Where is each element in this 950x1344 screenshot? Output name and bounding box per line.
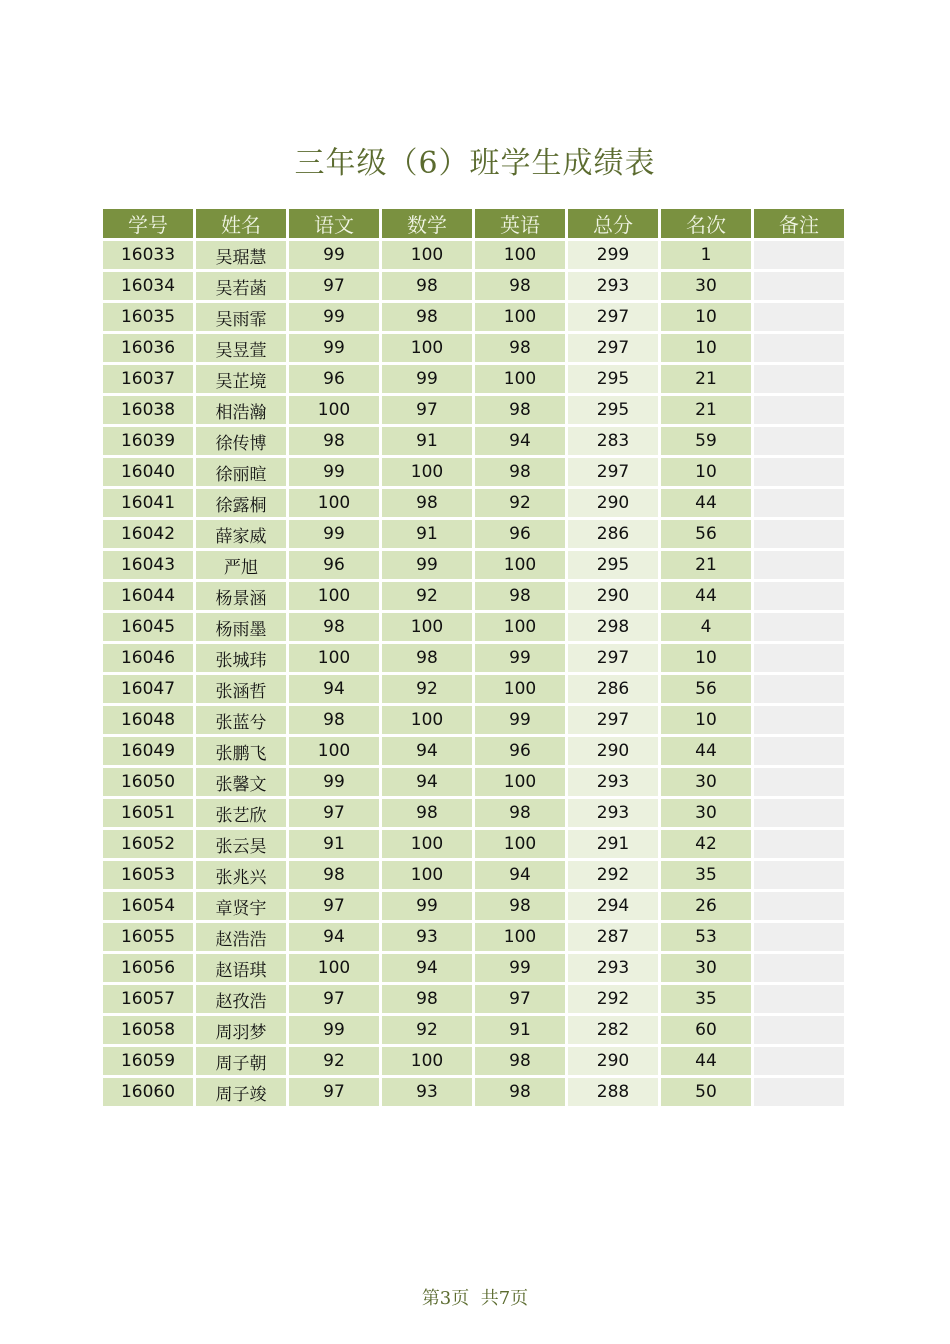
english-score-cell: 99 bbox=[475, 706, 565, 734]
student-name-cell: 吴昱萱 bbox=[196, 334, 286, 362]
remarks-cell bbox=[754, 985, 844, 1013]
english-score-cell: 94 bbox=[475, 861, 565, 889]
rank-cell: 30 bbox=[661, 272, 751, 300]
table-row bbox=[103, 985, 844, 1013]
student-id-cell: 16051 bbox=[103, 799, 193, 827]
total-score-cell: 293 bbox=[568, 954, 658, 982]
remarks-cell bbox=[754, 644, 844, 672]
rank-cell: 10 bbox=[661, 458, 751, 486]
table-row bbox=[103, 396, 844, 424]
student-name-cell: 张蓝兮 bbox=[196, 706, 286, 734]
total-score-cell: 287 bbox=[568, 923, 658, 951]
total-score-cell: 295 bbox=[568, 551, 658, 579]
student-name-cell: 徐露桐 bbox=[196, 489, 286, 517]
total-score-cell: 291 bbox=[568, 830, 658, 858]
chinese-score-cell: 97 bbox=[289, 799, 379, 827]
header-total: 总分 bbox=[568, 209, 658, 238]
student-id-cell: 16053 bbox=[103, 861, 193, 889]
student-name-cell: 周子朝 bbox=[196, 1047, 286, 1075]
table-row bbox=[103, 737, 844, 765]
math-score-cell: 100 bbox=[382, 861, 472, 889]
student-id-cell: 16034 bbox=[103, 272, 193, 300]
remarks-cell bbox=[754, 706, 844, 734]
chinese-score-cell: 100 bbox=[289, 954, 379, 982]
remarks-cell bbox=[754, 520, 844, 548]
total-score-cell: 286 bbox=[568, 675, 658, 703]
chinese-score-cell: 100 bbox=[289, 489, 379, 517]
student-name-cell: 张馨文 bbox=[196, 768, 286, 796]
math-score-cell: 100 bbox=[382, 458, 472, 486]
student-id-cell: 16058 bbox=[103, 1016, 193, 1044]
chinese-score-cell: 98 bbox=[289, 613, 379, 641]
table-row bbox=[103, 892, 844, 920]
rank-cell: 21 bbox=[661, 551, 751, 579]
remarks-cell bbox=[754, 923, 844, 951]
math-score-cell: 97 bbox=[382, 396, 472, 424]
english-score-cell: 98 bbox=[475, 799, 565, 827]
page-footer: 第3页 共7页 bbox=[421, 1288, 529, 1309]
rank-cell: 53 bbox=[661, 923, 751, 951]
chinese-score-cell: 100 bbox=[289, 582, 379, 610]
total-score-cell: 292 bbox=[568, 985, 658, 1013]
table-row bbox=[103, 427, 844, 455]
table-row bbox=[103, 489, 844, 517]
english-score-cell: 97 bbox=[475, 985, 565, 1013]
table-header-row bbox=[103, 209, 844, 238]
student-id-cell: 16055 bbox=[103, 923, 193, 951]
total-score-cell: 294 bbox=[568, 892, 658, 920]
remarks-cell bbox=[754, 365, 844, 393]
english-score-cell: 91 bbox=[475, 1016, 565, 1044]
remarks-cell bbox=[754, 272, 844, 300]
chinese-score-cell: 100 bbox=[289, 396, 379, 424]
total-score-cell: 282 bbox=[568, 1016, 658, 1044]
student-id-cell: 16046 bbox=[103, 644, 193, 672]
rank-cell: 60 bbox=[661, 1016, 751, 1044]
math-score-cell: 94 bbox=[382, 954, 472, 982]
remarks-cell bbox=[754, 737, 844, 765]
remarks-cell bbox=[754, 1016, 844, 1044]
english-score-cell: 100 bbox=[475, 923, 565, 951]
chinese-score-cell: 99 bbox=[289, 241, 379, 269]
rank-cell: 44 bbox=[661, 582, 751, 610]
table-row bbox=[103, 458, 844, 486]
rank-cell: 56 bbox=[661, 520, 751, 548]
math-score-cell: 92 bbox=[382, 582, 472, 610]
chinese-score-cell: 98 bbox=[289, 427, 379, 455]
student-name-cell: 徐丽暄 bbox=[196, 458, 286, 486]
chinese-score-cell: 92 bbox=[289, 1047, 379, 1075]
chinese-score-cell: 96 bbox=[289, 551, 379, 579]
table-row bbox=[103, 768, 844, 796]
chinese-score-cell: 100 bbox=[289, 737, 379, 765]
student-id-cell: 16052 bbox=[103, 830, 193, 858]
english-score-cell: 100 bbox=[475, 675, 565, 703]
math-score-cell: 92 bbox=[382, 1016, 472, 1044]
chinese-score-cell: 98 bbox=[289, 706, 379, 734]
remarks-cell bbox=[754, 613, 844, 641]
remarks-cell bbox=[754, 861, 844, 889]
remarks-cell bbox=[754, 303, 844, 331]
rank-cell: 26 bbox=[661, 892, 751, 920]
remarks-cell bbox=[754, 551, 844, 579]
table-row bbox=[103, 241, 844, 269]
table-row bbox=[103, 675, 844, 703]
student-name-cell: 赵语琪 bbox=[196, 954, 286, 982]
chinese-score-cell: 96 bbox=[289, 365, 379, 393]
table-row bbox=[103, 551, 844, 579]
rank-cell: 44 bbox=[661, 489, 751, 517]
remarks-cell bbox=[754, 675, 844, 703]
header-english: 英语 bbox=[475, 209, 565, 238]
math-score-cell: 98 bbox=[382, 644, 472, 672]
total-score-cell: 295 bbox=[568, 396, 658, 424]
student-name-cell: 周子竣 bbox=[196, 1078, 286, 1106]
table-row bbox=[103, 272, 844, 300]
student-id-cell: 16041 bbox=[103, 489, 193, 517]
header-student-id: 学号 bbox=[103, 209, 193, 238]
english-score-cell: 98 bbox=[475, 1078, 565, 1106]
student-id-cell: 16039 bbox=[103, 427, 193, 455]
student-name-cell: 徐传博 bbox=[196, 427, 286, 455]
student-name-cell: 吴琚慧 bbox=[196, 241, 286, 269]
english-score-cell: 98 bbox=[475, 582, 565, 610]
chinese-score-cell: 97 bbox=[289, 892, 379, 920]
chinese-score-cell: 99 bbox=[289, 768, 379, 796]
math-score-cell: 91 bbox=[382, 520, 472, 548]
math-score-cell: 93 bbox=[382, 1078, 472, 1106]
english-score-cell: 98 bbox=[475, 1047, 565, 1075]
header-rank: 名次 bbox=[661, 209, 751, 238]
total-score-cell: 293 bbox=[568, 768, 658, 796]
student-name-cell: 张城玮 bbox=[196, 644, 286, 672]
total-score-cell: 283 bbox=[568, 427, 658, 455]
english-score-cell: 100 bbox=[475, 768, 565, 796]
student-name-cell: 张涵哲 bbox=[196, 675, 286, 703]
total-score-cell: 290 bbox=[568, 1047, 658, 1075]
student-name-cell: 严旭 bbox=[196, 551, 286, 579]
chinese-score-cell: 98 bbox=[289, 861, 379, 889]
table-row bbox=[103, 303, 844, 331]
table-row bbox=[103, 613, 844, 641]
total-score-cell: 297 bbox=[568, 706, 658, 734]
table-row bbox=[103, 1047, 844, 1075]
chinese-score-cell: 97 bbox=[289, 1078, 379, 1106]
english-score-cell: 94 bbox=[475, 427, 565, 455]
total-score-cell: 293 bbox=[568, 272, 658, 300]
total-score-cell: 297 bbox=[568, 334, 658, 362]
table-body bbox=[103, 241, 844, 1106]
student-id-cell: 16044 bbox=[103, 582, 193, 610]
student-id-cell: 16056 bbox=[103, 954, 193, 982]
score-table bbox=[100, 206, 847, 1109]
table-row bbox=[103, 830, 844, 858]
student-name-cell: 张鹏飞 bbox=[196, 737, 286, 765]
remarks-cell bbox=[754, 458, 844, 486]
table-row bbox=[103, 706, 844, 734]
header-remarks: 备注 bbox=[754, 209, 844, 238]
english-score-cell: 92 bbox=[475, 489, 565, 517]
english-score-cell: 100 bbox=[475, 551, 565, 579]
header-name: 姓名 bbox=[196, 209, 286, 238]
total-score-cell: 295 bbox=[568, 365, 658, 393]
student-name-cell: 杨雨墨 bbox=[196, 613, 286, 641]
rank-cell: 56 bbox=[661, 675, 751, 703]
english-score-cell: 96 bbox=[475, 520, 565, 548]
total-score-cell: 298 bbox=[568, 613, 658, 641]
student-name-cell: 张云昊 bbox=[196, 830, 286, 858]
table-row bbox=[103, 1078, 844, 1106]
english-score-cell: 96 bbox=[475, 737, 565, 765]
student-name-cell: 周羽梦 bbox=[196, 1016, 286, 1044]
student-id-cell: 16060 bbox=[103, 1078, 193, 1106]
student-id-cell: 16036 bbox=[103, 334, 193, 362]
chinese-score-cell: 91 bbox=[289, 830, 379, 858]
rank-cell: 4 bbox=[661, 613, 751, 641]
student-id-cell: 16042 bbox=[103, 520, 193, 548]
chinese-score-cell: 99 bbox=[289, 1016, 379, 1044]
remarks-cell bbox=[754, 582, 844, 610]
english-score-cell: 100 bbox=[475, 830, 565, 858]
remarks-cell bbox=[754, 830, 844, 858]
chinese-score-cell: 100 bbox=[289, 644, 379, 672]
math-score-cell: 98 bbox=[382, 303, 472, 331]
remarks-cell bbox=[754, 1047, 844, 1075]
rank-cell: 10 bbox=[661, 706, 751, 734]
student-id-cell: 16057 bbox=[103, 985, 193, 1013]
chinese-score-cell: 97 bbox=[289, 985, 379, 1013]
table-row bbox=[103, 520, 844, 548]
student-name-cell: 张兆兴 bbox=[196, 861, 286, 889]
remarks-cell bbox=[754, 334, 844, 362]
rank-cell: 30 bbox=[661, 954, 751, 982]
student-id-cell: 16033 bbox=[103, 241, 193, 269]
rank-cell: 30 bbox=[661, 768, 751, 796]
remarks-cell bbox=[754, 396, 844, 424]
math-score-cell: 100 bbox=[382, 241, 472, 269]
math-score-cell: 92 bbox=[382, 675, 472, 703]
student-id-cell: 16047 bbox=[103, 675, 193, 703]
table-row bbox=[103, 861, 844, 889]
math-score-cell: 100 bbox=[382, 1047, 472, 1075]
student-name-cell: 吴若菡 bbox=[196, 272, 286, 300]
student-name-cell: 薛家威 bbox=[196, 520, 286, 548]
remarks-cell bbox=[754, 954, 844, 982]
chinese-score-cell: 94 bbox=[289, 675, 379, 703]
english-score-cell: 100 bbox=[475, 303, 565, 331]
rank-cell: 30 bbox=[661, 799, 751, 827]
rank-cell: 10 bbox=[661, 334, 751, 362]
rank-cell: 44 bbox=[661, 1047, 751, 1075]
rank-cell: 35 bbox=[661, 985, 751, 1013]
student-id-cell: 16045 bbox=[103, 613, 193, 641]
english-score-cell: 98 bbox=[475, 334, 565, 362]
rank-cell: 10 bbox=[661, 303, 751, 331]
english-score-cell: 99 bbox=[475, 644, 565, 672]
remarks-cell bbox=[754, 241, 844, 269]
math-score-cell: 93 bbox=[382, 923, 472, 951]
math-score-cell: 99 bbox=[382, 892, 472, 920]
table-row bbox=[103, 954, 844, 982]
header-chinese: 语文 bbox=[289, 209, 379, 238]
english-score-cell: 100 bbox=[475, 241, 565, 269]
table-row bbox=[103, 365, 844, 393]
student-id-cell: 16040 bbox=[103, 458, 193, 486]
table-row bbox=[103, 582, 844, 610]
english-score-cell: 98 bbox=[475, 458, 565, 486]
rank-cell: 42 bbox=[661, 830, 751, 858]
student-id-cell: 16050 bbox=[103, 768, 193, 796]
math-score-cell: 94 bbox=[382, 768, 472, 796]
total-score-cell: 290 bbox=[568, 737, 658, 765]
chinese-score-cell: 99 bbox=[289, 303, 379, 331]
english-score-cell: 99 bbox=[475, 954, 565, 982]
english-score-cell: 98 bbox=[475, 892, 565, 920]
student-name-cell: 杨景涵 bbox=[196, 582, 286, 610]
chinese-score-cell: 99 bbox=[289, 334, 379, 362]
math-score-cell: 100 bbox=[382, 830, 472, 858]
remarks-cell bbox=[754, 892, 844, 920]
student-id-cell: 16035 bbox=[103, 303, 193, 331]
chinese-score-cell: 97 bbox=[289, 272, 379, 300]
math-score-cell: 100 bbox=[382, 613, 472, 641]
student-name-cell: 赵浩浩 bbox=[196, 923, 286, 951]
total-score-cell: 286 bbox=[568, 520, 658, 548]
student-id-cell: 16043 bbox=[103, 551, 193, 579]
remarks-cell bbox=[754, 427, 844, 455]
table-row bbox=[103, 923, 844, 951]
remarks-cell bbox=[754, 768, 844, 796]
total-score-cell: 292 bbox=[568, 861, 658, 889]
table-row bbox=[103, 644, 844, 672]
student-name-cell: 吴雨霏 bbox=[196, 303, 286, 331]
page-title: 三年级（6）班学生成绩表 bbox=[294, 146, 656, 181]
header-math: 数学 bbox=[382, 209, 472, 238]
student-id-cell: 16037 bbox=[103, 365, 193, 393]
table-row bbox=[103, 799, 844, 827]
total-score-cell: 290 bbox=[568, 489, 658, 517]
table-row bbox=[103, 1016, 844, 1044]
total-score-cell: 293 bbox=[568, 799, 658, 827]
rank-cell: 44 bbox=[661, 737, 751, 765]
english-score-cell: 100 bbox=[475, 365, 565, 393]
math-score-cell: 98 bbox=[382, 489, 472, 517]
english-score-cell: 100 bbox=[475, 613, 565, 641]
student-id-cell: 16054 bbox=[103, 892, 193, 920]
total-score-cell: 297 bbox=[568, 458, 658, 486]
student-id-cell: 16038 bbox=[103, 396, 193, 424]
rank-cell: 35 bbox=[661, 861, 751, 889]
math-score-cell: 99 bbox=[382, 365, 472, 393]
total-score-cell: 290 bbox=[568, 582, 658, 610]
math-score-cell: 98 bbox=[382, 272, 472, 300]
student-id-cell: 16049 bbox=[103, 737, 193, 765]
total-score-cell: 297 bbox=[568, 644, 658, 672]
english-score-cell: 98 bbox=[475, 396, 565, 424]
chinese-score-cell: 99 bbox=[289, 520, 379, 548]
student-name-cell: 相浩瀚 bbox=[196, 396, 286, 424]
math-score-cell: 99 bbox=[382, 551, 472, 579]
math-score-cell: 94 bbox=[382, 737, 472, 765]
rank-cell: 21 bbox=[661, 365, 751, 393]
total-score-cell: 299 bbox=[568, 241, 658, 269]
rank-cell: 21 bbox=[661, 396, 751, 424]
math-score-cell: 98 bbox=[382, 799, 472, 827]
student-id-cell: 16048 bbox=[103, 706, 193, 734]
table-row bbox=[103, 334, 844, 362]
total-score-cell: 297 bbox=[568, 303, 658, 331]
rank-cell: 1 bbox=[661, 241, 751, 269]
remarks-cell bbox=[754, 1078, 844, 1106]
chinese-score-cell: 99 bbox=[289, 458, 379, 486]
student-name-cell: 吴芷境 bbox=[196, 365, 286, 393]
rank-cell: 59 bbox=[661, 427, 751, 455]
math-score-cell: 100 bbox=[382, 706, 472, 734]
rank-cell: 50 bbox=[661, 1078, 751, 1106]
english-score-cell: 98 bbox=[475, 272, 565, 300]
rank-cell: 10 bbox=[661, 644, 751, 672]
student-id-cell: 16059 bbox=[103, 1047, 193, 1075]
remarks-cell bbox=[754, 489, 844, 517]
student-name-cell: 张艺欣 bbox=[196, 799, 286, 827]
math-score-cell: 91 bbox=[382, 427, 472, 455]
chinese-score-cell: 94 bbox=[289, 923, 379, 951]
student-name-cell: 赵孜浩 bbox=[196, 985, 286, 1013]
math-score-cell: 98 bbox=[382, 985, 472, 1013]
total-score-cell: 288 bbox=[568, 1078, 658, 1106]
math-score-cell: 100 bbox=[382, 334, 472, 362]
remarks-cell bbox=[754, 799, 844, 827]
student-name-cell: 章贤宇 bbox=[196, 892, 286, 920]
